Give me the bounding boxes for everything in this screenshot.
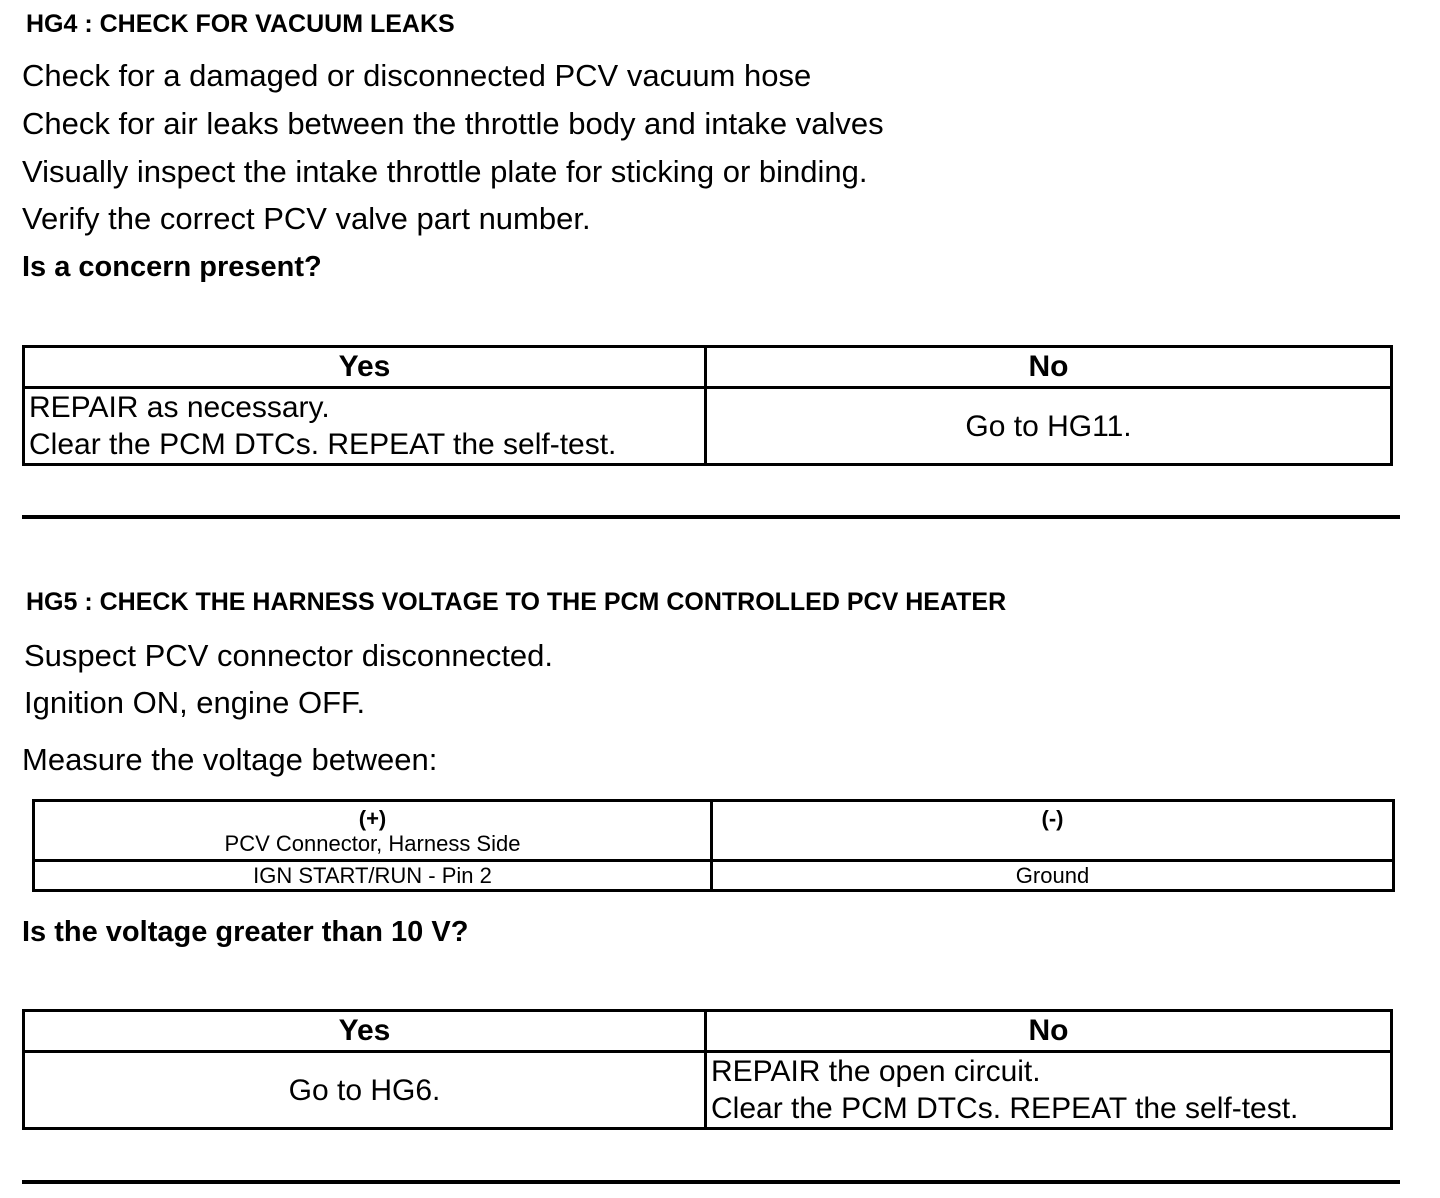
hg5-no-cell (706, 1052, 1392, 1129)
hg5-yes-cell (24, 1052, 706, 1129)
hg5-decision-table (22, 1009, 1393, 1130)
measure-plus-value: IGN START/RUN - Pin 2 (34, 861, 712, 891)
measure-plus-symbol: (+) (358, 806, 387, 831)
hg4-no-header: No (706, 347, 1392, 388)
hg4-yes-header: Yes (24, 347, 706, 388)
hg4-title: HG4 : CHECK FOR VACUUM LEAKS (26, 10, 455, 38)
hg4-decision-table (22, 345, 1393, 466)
measure-plus-header (34, 801, 712, 861)
hg5-title: HG5 : CHECK THE HARNESS VOLTAGE TO THE PCM CONTROLLED PCV HEATER (26, 588, 1007, 616)
hg4-question: Is a concern present? (22, 251, 322, 283)
measure-plus-label: PCV Connector, Harness Side (224, 831, 521, 856)
measure-minus-symbol: (-) (1041, 806, 1064, 831)
hg4-no-cell (706, 388, 1392, 465)
hg4-step-2: Check for air leaks between the throttle body and intake valves (22, 106, 884, 141)
hg5-measure-table (32, 799, 1395, 892)
section-divider-1 (22, 515, 1400, 519)
hg4-step-1: Check for a damaged or disconnected PCV vacuum hose (22, 58, 812, 93)
hg4-step-3: Visually inspect the intake throttle plate for sticking or binding. (22, 154, 868, 189)
hg4-yes-line-2: Clear the PCM DTCs. REPEAT the self-test. (29, 428, 617, 461)
measure-minus-value: Ground (712, 861, 1394, 891)
hg5-no-line-2: Clear the PCM DTCs. REPEAT the self-test. (711, 1092, 1299, 1125)
measure-minus-header (712, 801, 1394, 861)
hg5-step-1: Suspect PCV connector disconnected. (24, 638, 554, 673)
hg5-no-header: No (706, 1011, 1392, 1052)
hg4-yes-cell (24, 388, 706, 465)
hg4-yes-line-1: REPAIR as necessary. (29, 391, 330, 424)
hg5-no-line-1: REPAIR the open circuit. (711, 1055, 1041, 1088)
hg5-step-2: Ignition ON, engine OFF. (24, 685, 366, 720)
hg5-yes-line-1: Go to HG6. (288, 1073, 441, 1107)
hg5-question: Is the voltage greater than 10 V? (22, 916, 469, 948)
hg4-no-line-1: Go to HG11. (965, 409, 1132, 443)
hg4-step-4: Verify the correct PCV valve part number. (22, 201, 591, 236)
section-divider-2 (22, 1180, 1400, 1184)
hg5-yes-header: Yes (24, 1011, 706, 1052)
hg5-step-3: Measure the voltage between: (22, 742, 438, 777)
